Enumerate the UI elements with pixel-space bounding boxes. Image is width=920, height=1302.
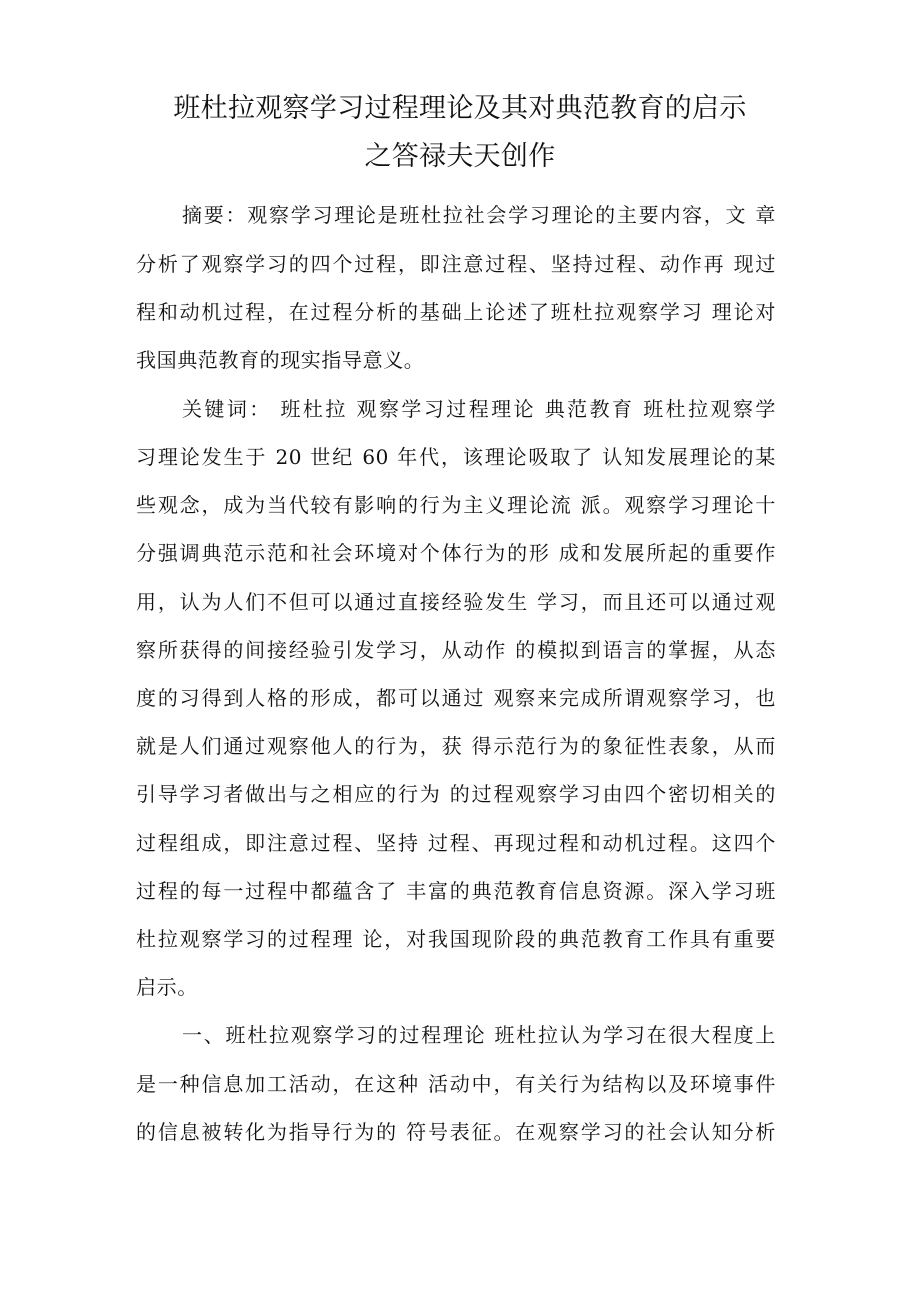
body-line: 些观念，成为当代较有影响的行为主义理论流 派。观察学习理论十 [136,493,776,517]
body-line: 过程组成，即注意过程、坚持 过程、再现过程和动机过程。这四个 [136,831,776,855]
body-line: 习理论发生于 20 世纪 60 年代，该理论吸取了 认知发展理论的某 [136,445,776,469]
abstract-line: 分析了观察学习的四个过程，即注意过程、坚持过程、动作再 现过 [136,252,776,276]
body-line: 用，认为人们不但可以通过直接经验发生 学习，而且还可以通过观 [136,590,776,614]
body-line: 是一种信息加工活动，在这种 活动中，有关行为结构以及环境事件 [136,1072,776,1096]
body-line: 度的习得到人格的形成，都可以通过 观察来完成所谓观察学习，也 [136,686,776,710]
body-line: 就是人们通过观察他人的行为，获 得示范行为的象征性表象，从而 [136,734,776,758]
body-line: 分强调典范示范和社会环境对个体行为的形 成和发展所起的重要作 [136,541,776,565]
body-line: 察所获得的间接经验引发学习，从动作 的模拟到语言的掌握，从态 [136,638,776,662]
abstract-line: 我国典范教育的现实指导意义。 [136,348,425,372]
body-line: 杜拉观察学习的过程理 论，对我国现阶段的典范教育工作具有重要 [136,927,776,951]
document-title-line-2: 之答禄夫天创作 [364,141,556,172]
body-line: 引导学习者做出与之相应的行为 的过程观察学习由四个密切相关的 [136,782,776,806]
document-title-line-1: 班杜拉观察学习过程理论及其对典范教育的启示 [173,93,747,124]
body-line: 过程的每一过程中都蕴含了 丰富的典范教育信息资源。深入学习班 [136,879,776,903]
body-line: 的信息被转化为指导行为的 符号表征。在观察学习的社会认知分析 [136,1120,776,1144]
section-heading-line: 一、班杜拉观察学习的过程理论 班杜拉认为学习在很大程度上 [182,1023,776,1047]
body-line: 启示。 [136,975,198,999]
keywords-line: 关键词： 班杜拉 观察学习过程理论 典范教育 班杜拉观察学 [182,397,776,421]
abstract-line: 程和动机过程，在过程分析的基础上论述了班杜拉观察学习 理论对 [136,300,776,324]
abstract-line: 摘要：观察学习理论是班杜拉社会学习理论的主要内容，文 章 [182,203,776,227]
